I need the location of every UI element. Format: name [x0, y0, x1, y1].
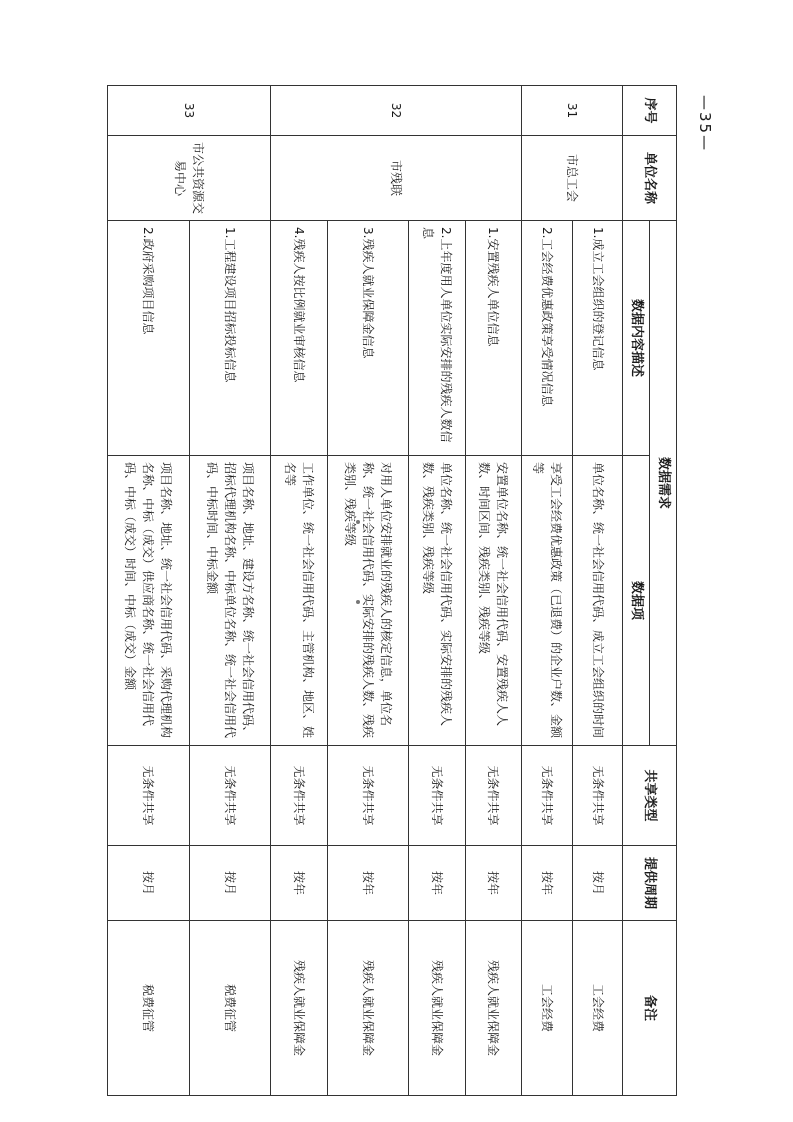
share-type-cell: 无条件共享	[573, 746, 623, 846]
table-row	[409, 86, 466, 1096]
period-cell: 按月	[189, 846, 270, 921]
header-demand: 数据需求	[650, 221, 677, 746]
remark-cell: 残疾人就业保障金	[271, 921, 328, 1096]
items-cell: 单位名称、统一社会信用代码、成立工会组织的时间	[573, 456, 623, 746]
period-cell: 按年	[271, 846, 328, 921]
items-cell: 安置单位名称、统一社会信用代码、安置残疾人人数、时间区间、残疾类别、残疾等级	[465, 456, 522, 746]
content-cell: 1.工程建设项目招标投标信息	[189, 221, 270, 456]
table-row	[522, 86, 573, 1096]
seq-cell: 33	[108, 86, 271, 136]
header-row-1	[650, 86, 677, 1096]
remark-cell: 残疾人就业保障金	[465, 921, 522, 1096]
items-cell: 项目名称、地址、统一社会信用代码、采购代理机构名称、中标（成交）供应商名称、统一社会信用代码、中标（成交）时间、中标（成交）金额	[108, 456, 190, 746]
table-row	[327, 86, 408, 1096]
content-cell: 2.上年度用人单位实际安排的残疾人数信息	[409, 221, 466, 456]
content-cell: 2.政府采购项目信息	[108, 221, 190, 456]
items-cell: 工作单位、统一社会信用代码、主管机构、地区、姓名等	[271, 456, 328, 746]
unit-cell: 市总工会	[522, 136, 623, 221]
header-period: 提供周期	[623, 846, 677, 921]
data-sharing-table	[107, 85, 677, 1096]
period-cell: 按年	[522, 846, 573, 921]
period-cell: 按月	[573, 846, 623, 921]
share-type-cell: 无条件共享	[465, 746, 522, 846]
unit-cell: 市公共资源交易中心	[108, 136, 271, 221]
period-cell: 按年	[465, 846, 522, 921]
rotated-table-sheet	[107, 85, 677, 1095]
share-type-cell: 无条件共享	[189, 746, 270, 846]
remark-cell: 工会经费	[522, 921, 573, 1096]
page-number: —35—	[696, 95, 714, 153]
share-type-cell: 无条件共享	[327, 746, 408, 846]
header-share-type: 共享类型	[623, 746, 677, 846]
table-row	[271, 86, 328, 1096]
table-row	[108, 86, 190, 1096]
items-cell: 对用人单位安排就业的残疾人的核定信息，单位名称、统一社会信用代码、实际安排的残疾人数、残疾类别、残疾等级	[327, 456, 408, 746]
seq-cell: 31	[522, 86, 623, 136]
share-type-cell: 无条件共享	[271, 746, 328, 846]
header-seq: 序号	[623, 86, 677, 136]
header-items: 数据项	[623, 456, 650, 746]
unit-cell: 市残联	[271, 136, 522, 221]
header-remark: 备注	[623, 921, 677, 1096]
header-content: 数据内容描述	[623, 221, 650, 456]
period-cell: 按年	[327, 846, 408, 921]
table-row	[465, 86, 522, 1096]
header-unit: 单位名称	[623, 136, 677, 221]
content-cell: 2.工会经费优惠政策享受情况信息	[522, 221, 573, 456]
content-cell: 1.安置残疾人单位信息	[465, 221, 522, 456]
remark-cell: 税费征管	[108, 921, 190, 1096]
content-cell: 4.残疾人按比例就业审核信息	[271, 221, 328, 456]
remark-cell: 残疾人就业保障金	[327, 921, 408, 1096]
content-cell: 3.残疾人就业保障金信息	[327, 221, 408, 456]
table-row	[573, 86, 623, 1096]
period-cell: 按月	[108, 846, 190, 921]
remark-cell: 税费征管	[189, 921, 270, 1096]
share-type-cell: 无条件共享	[522, 746, 573, 846]
items-cell: 项目名称、地址、建设方名称、统一社会信用代码、招标代理机构名称、中标单位名称、统一社会信用代码、中标时间、中标金额	[189, 456, 270, 746]
period-cell: 按年	[409, 846, 466, 921]
content-cell: 1.成立工会组织的登记信息	[573, 221, 623, 456]
remark-cell: 工会经费	[573, 921, 623, 1096]
share-type-cell: 无条件共享	[108, 746, 190, 846]
items-cell: 享受工会经费优惠政策（已退费）的企业户数、金额等	[522, 456, 573, 746]
table-row	[189, 86, 270, 1096]
share-type-cell: 无条件共享	[409, 746, 466, 846]
items-cell: 单位名称、统一社会信用代码、实际安排的残疾人数、残疾类别、残疾等级	[409, 456, 466, 746]
remark-cell: 残疾人就业保障金	[409, 921, 466, 1096]
seq-cell: 32	[271, 86, 522, 136]
